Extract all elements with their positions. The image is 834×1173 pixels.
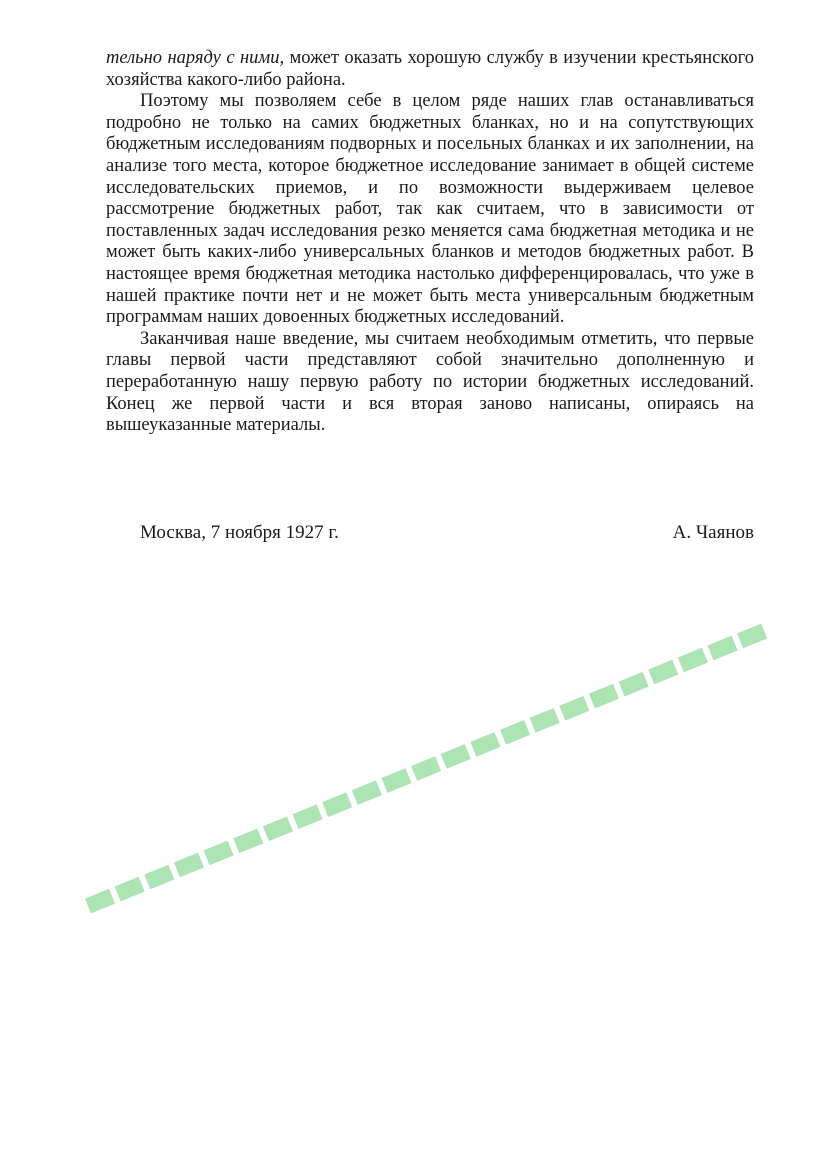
watermark-stripe [85,624,767,914]
watermark-dash [85,889,115,914]
watermark-dash [144,865,174,890]
watermark-dash [737,624,767,649]
watermark-dash [559,696,589,721]
watermark-dash [174,853,204,878]
watermark-dash [619,672,649,697]
watermark-dash [678,648,708,673]
watermark-dash [648,660,678,685]
signature-row [140,522,754,544]
watermark-dash [589,684,619,709]
author-signature: А. Чаянов [672,522,754,543]
watermark-dash [322,792,352,817]
watermark-dash [233,829,263,854]
watermark-dash [707,636,737,661]
body-text [106,48,754,437]
italic-lead: тельно наряду с ними, [106,48,285,68]
watermark-dash [470,732,500,757]
place-date: Москва, 7 ноября 1927 г. [140,522,339,543]
paragraph-1-text: может оказать хорошую службу в изучении крестьянского хозяйства какого-либо района. [106,48,754,90]
watermark-dash [441,744,471,769]
watermark-dash [411,756,441,781]
watermark-dash [115,877,145,902]
paragraph-continuation [106,48,754,91]
watermark-dash [530,708,560,733]
watermark-dash [500,720,530,745]
watermark-dash [352,780,382,805]
watermark-dash [263,816,293,841]
paragraph-2: Поэтому мы позволяем себе в целом ряде наших глав останавливаться подробно не только на самих бюджетных бланках, но и на сопутствующих бюджетным исследованиям подворных и посельных бланках и их заполнении, на анализе того места, которое бюджетное исследование занимает в общей системе исследовательских приемов, и по возможности выдерживаем целевое рассмотрение бюджетных работ, так как считаем, что в зависимости от поставленных задач исследования резко меняется сама бюджетная методика и не может быть каких-либо универсальных бланков и методов бюджетных работ. В настоящее время бюджетная методика настолько дифференцировалась, что уже в нашей практике почти нет и не может быть места универсальным бюджетным программам наших довоенных бюджетных исследований. [106,91,754,328]
watermark-dash [292,804,322,829]
paragraph-3: Заканчивая наше введение, мы считаем необходимым отметить, что первые главы первой части представляют собой значительно дополненную и переработанную нашу первую работу по истории бюджетных исследований. Конец же первой части и вся вторая заново написаны, опираясь на вышеуказанные материалы. [106,328,754,436]
watermark-dash [204,841,234,866]
watermark-dash [381,768,411,793]
